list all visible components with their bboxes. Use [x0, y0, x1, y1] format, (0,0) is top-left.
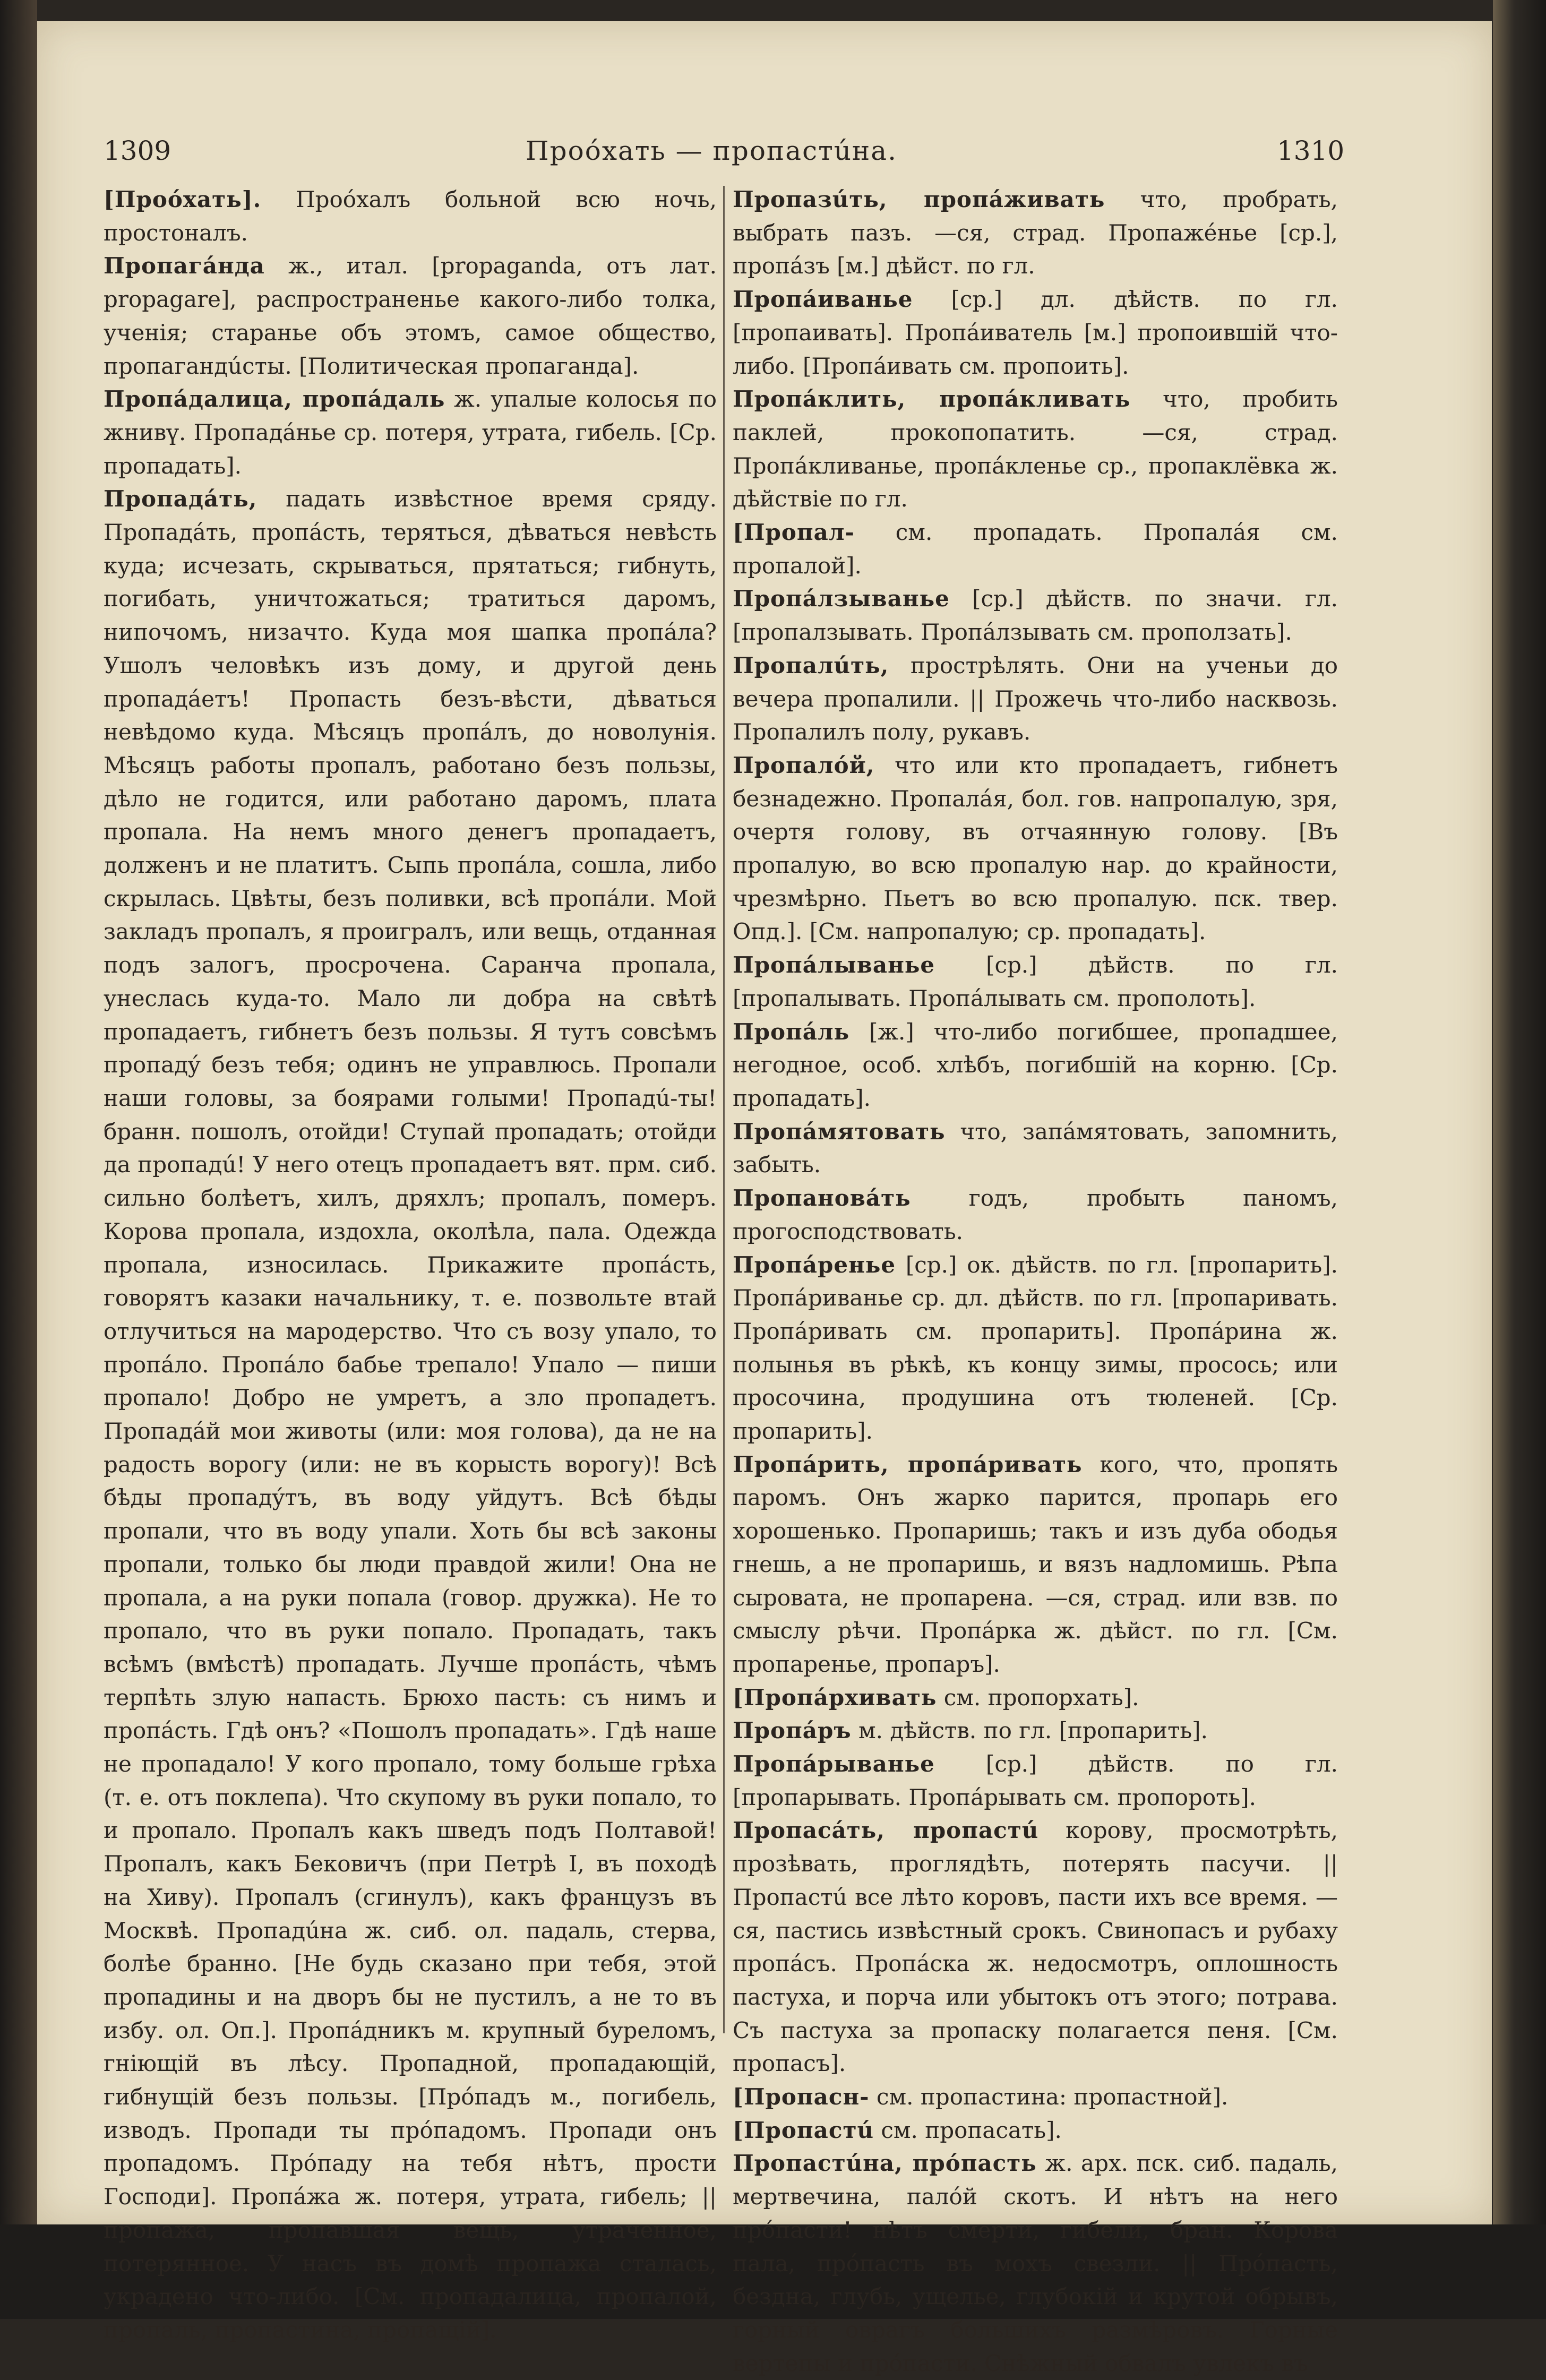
left-column: [104, 183, 717, 2347]
dictionary-entry: [733, 582, 1338, 649]
entry-headword: Пропáлыванье: [733, 952, 935, 978]
dictionary-entry: [104, 383, 717, 483]
dictionary-entry: [104, 183, 717, 250]
entry-headword: Пропагáнда: [104, 253, 265, 279]
entry-headword: Пропадáть,: [104, 486, 257, 512]
entry-definition: прострѣлять. Они на ученьи до вечера пропалили. || Прожечь что-либо насквозь. Пропалилъ полу, рукавъ.: [733, 652, 1338, 745]
dictionary-entry: [733, 1814, 1338, 2081]
entry-headword: Пропасáть, пропастú: [733, 1817, 1039, 1844]
dictionary-entry: [733, 2147, 1338, 2380]
entry-definition: что, пробить паклей, прокопопатить. —ся, страд. Пропáкливанье, пропáкленье ср., пропаклёвка ж. дѣйствіе по гл.: [733, 386, 1338, 512]
entry-definition: ж., итал. [propaganda, отъ лат. propagare], распространенье какого-либо толка, ученія; старанье объ этомъ, самое общество, пропагандúсты. [Политическая пропаганда].: [104, 253, 717, 379]
entry-headword: [Пропáрхивать: [733, 1684, 937, 1711]
entry-definition: что или кто пропадаетъ, гибнетъ безнадежно. Пропалáя, бол. гов. напропалую, зря, очертя голову, въ отчаянную голову. [Въ пропалую, во всю пропалую нар. до крайности, чрезмѣрно. Пьетъ во всю пропалую. пск. твер. Опд.]. [См. напропалую; ср. пропадать].: [733, 752, 1338, 945]
entry-headword: Пропáль: [733, 1018, 850, 1045]
entry-headword: [Пропастú: [733, 2117, 874, 2143]
entry-definition: [ср.] дѣйств. по значи. гл. [пропалзывать. Пропáлзывать см. проползать].: [733, 586, 1338, 646]
entry-headword: [Проóхать].: [104, 186, 262, 212]
dictionary-entry: [733, 2114, 1338, 2147]
entry-headword: Пропалóй,: [733, 752, 875, 778]
entry-headword: Пропáклить, пропáкливать: [733, 386, 1131, 413]
column-divider: [723, 186, 725, 2033]
page-edges: [1493, 0, 1546, 2319]
entry-definition: что, пробрать, выбрать пазъ. —ся, страд. Пропажéнье [ср.], пропáзъ [м.] дѣйст. по гл.: [733, 186, 1338, 279]
entry-headword: [Пропал-: [733, 519, 855, 546]
dictionary-entry: [733, 1448, 1338, 1681]
page-number-left: 1309: [104, 135, 171, 166]
entry-definition: ж. арх. пск. сиб. падаль, мертвечина, палóй скотъ. И нѣтъ на него прóпасти! нѣтъ смерти, гибели, бран. Корова пала, прóпасть въ мохъ свезли. || Прóпасть, бездна, глубь, ущелье, глубокій и крутой обрывъ, горный оврагъ большихъ размѣровъ. Горные вертепы и прóпасти. Снѣжный обвалъ увлекъ въ: [733, 2150, 1338, 2376]
entry-definition: Проóхалъ больной всю ночь, простоналъ.: [104, 186, 717, 246]
entry-headword: Пропастúна, прóпасть: [733, 2150, 1037, 2177]
entry-headword: Пропáмятовать: [733, 1118, 946, 1145]
dictionary-entry: [733, 1182, 1338, 1248]
dictionary-entry: [733, 1249, 1338, 1448]
entry-headword: Пропалúть,: [733, 652, 889, 678]
dictionary-entry: [733, 649, 1338, 749]
entry-headword: Пропáрыванье: [733, 1751, 935, 1777]
entry-headword: Пропáлзыванье: [733, 586, 950, 612]
entry-definition: корову, просмотрѣть, прозѣвать, проглядѣть, потерять пасучи. || Пропастú все лѣто коровъ, пасти ихъ все время. —ся, пастись извѣстный срокъ. Свинопасъ и рубаху пропáсъ. Пропáска ж. недосмотръ, оплошность пастуха, и порча или убытокъ отъ этого; потрава. Съ пастуха за пропаску полагается пеня. [См. пропасъ].: [733, 1817, 1338, 2077]
entry-definition: кого, что, пропять паромъ. Онъ жарко парится, пропарь его хорошенько. Пропаришь; такъ и изъ дуба ободья гнешь, а не пропаришь, и вязъ надломишь. Рѣпа сыровата, не пропарена. —ся, страд. или взв. по смыслу рѣчи. Пропáрка ж. дѣйст. по гл. [См. пропаренье, пропаръ].: [733, 1451, 1338, 1677]
entry-headword: Пропáиванье: [733, 286, 913, 313]
dictionary-entry: [733, 183, 1338, 283]
dictionary-entry: [733, 949, 1338, 1015]
entry-definition: [ж.] что-либо погибшее, пропадшее, негодное, особ. хлѣбъ, погибшій на корню. [Ср. пропадать].: [733, 1018, 1338, 1111]
dictionary-entry: [733, 283, 1338, 383]
entry-headword: Пропáренье: [733, 1251, 896, 1278]
entry-headword: Пропановáть: [733, 1185, 911, 1212]
entry-definition: что, запáмятовать, запомнить, забыть.: [733, 1118, 1338, 1178]
dictionary-entry: [733, 1748, 1338, 1814]
dictionary-entry: [104, 483, 717, 2347]
dictionary-entry: [733, 516, 1338, 582]
right-column: [733, 183, 1338, 2380]
entry-definition: падать извѣстное время сряду. Пропадáть, пропáсть, теряться, дѣваться невѣсть куда; исчезать, скрываться, прятаться; гибнуть, погибать, уничтожаться; тратиться даромъ, нипочомъ, низачто. Куда моя шапка пропáла? Ушолъ человѣкъ изъ дому, и другой день пропадáетъ! Пропасть безъ-вѣсти, дѣваться невѣдомо куда. Мѣсяцъ пропáлъ, до новолунія. Мѣсяцъ работы пропалъ, работано безъ пользы, дѣло не годится, или работано даромъ, плата пропала. На немъ много денегъ пропадаетъ, долженъ и не платитъ. Сыпь пропáла, сошла, либо скрылась. Цвѣты, безъ поливки, всѣ пропáли. Мой закладъ пропалъ, я проигралъ, или вещь, отданная подъ залогъ, просрочена. Саранча пропала, унеслась куда-то. Мало ли добра на свѣтѣ пропадаетъ, гибнетъ безъ пользы. Я тутъ совсѣмъ пропадý безъ тебя; одинъ не управлюсь. Пропали наши головы, за боярами голыми! Пропадú-ты! бранн. пошолъ, отойди! Ступай пропадать; отойди да пропадú! У него отецъ пропадаетъ вят. прм. сиб. сильно болѣетъ, хилъ, дряхлъ; пропалъ, померъ. Корова пропала, издохла, околѣла, пала. Одежда пропала, износилась. Прикажите пропáсть, говорятъ казаки начальнику, т. е. позвольте втай отлучиться на мародерство. Что съ возу упало, то пропáло. Пропáло бабье трепало! Упало — пиши пропало! Добро не умретъ, а зло пропадетъ. Пропадáй мои животы (или: моя голова), да не на радость ворогу (или: не въ корысть ворогу)! Всѣ бѣды пропадýтъ, въ воду уйдутъ. Всѣ бѣды пропали, что въ воду упали. Хоть бы всѣ законы пропали, только бы люди правдой жили! Она не пропала, а на руки попала (говор. дружка). Не то пропало, что въ руки попало. Пропадать, такъ всѣмъ (вмѣстѣ) пропадать. Лучше пропáсть, чѣмъ терпѣть злую напасть. Брюхо пасть: съ нимъ и пропáсть. Гдѣ онъ? «Пошолъ пропадать». Гдѣ наше не пропадало! У кого пропало, тому больше грѣха (т. е. отъ поклепа). Что скупому въ руки попало, то и пропало. Пропалъ какъ шведъ подъ Полтавой! Пропалъ, какъ Бековичъ (при Петрѣ I, въ походѣ на Хиву). Пропалъ (сгинулъ), какъ французъ въ Москвѣ. Пропадúна ж. сиб. ол. падаль, стерва, болѣе бранно. [Не будь сказано при тебя, этой пропадины и на дворъ бы не пустилъ, а не то въ избу. ол. Оп.]. Пропáдникъ м. крупный буреломъ, гніющій въ лѣсу. Пропадной, пропадающій, гибнущій безъ пользы. [Прóпадъ м., погибель, изводъ. Пропади ты прóпадомъ. Пропади онъ пропадомъ. Прóпаду на тебя нѣтъ, прости Господи]. Пропáжа ж. потеря, утрата, гибель; || пропажа, пропавшая вещь, утраченное, потерянное. У насъ въ домѣ пропажа сталась, украдено что-либо. [См. пропадалица, пропалой, пропаль, пропастина, пропащій].: [104, 486, 717, 2343]
entry-definition: см. пропадать. Пропалáя см. пропалой].: [733, 519, 1338, 579]
page-number-right: 1310: [1277, 135, 1345, 166]
dictionary-entry: [733, 749, 1338, 949]
dictionary-entry: [733, 1681, 1338, 1715]
entry-definition: ж. упалые колосья по жнивү. Пропадáнье ср. потеря, утрата, гибель. [Ср. пропадать].: [104, 386, 717, 479]
entry-headword: Пропáдалица, пропáдаль: [104, 386, 445, 413]
entry-definition: см. пропастина: пропастной].: [869, 2084, 1229, 2110]
entry-definition: см. пропорхать].: [937, 1684, 1139, 1711]
dictionary-entry: [104, 250, 717, 383]
entry-definition: годъ, пробыть паномъ, прогосподствовать.: [733, 1185, 1338, 1244]
entry-headword: Пропазúть, пропáживать: [733, 186, 1105, 212]
entry-headword: [Пропасн-: [733, 2084, 870, 2110]
entry-definition: [ср.] ок. дѣйств. по гл. [пропарить]. Пропáриванье ср. дл. дѣйств. по гл. [пропаривать. Пропáривать см. пропарить]. Пропáрина ж. полынья въ рѣкѣ, къ концу зимы, просось; или просочина, продушина отъ тюленей. [Ср. пропарить].: [733, 1251, 1338, 1445]
running-title: Проóхать — пропастúна.: [526, 135, 897, 166]
dictionary-entry: [733, 2081, 1338, 2114]
dictionary-entry: [733, 1115, 1338, 1182]
dictionary-entry: [733, 1016, 1338, 1115]
dictionary-entry: [733, 1714, 1338, 1748]
entry-definition: [ср.] дѣйств. по гл. [пропалывать. Пропáлывать см. прополоть].: [733, 952, 1338, 1011]
book-binding: [0, 0, 37, 2319]
entry-definition: [ср.] дѣйств. по гл. [пропарывать. Пропáрывать см. пропороть].: [733, 1751, 1338, 1810]
dictionary-entry: [733, 383, 1338, 516]
entry-headword: Пропáръ: [733, 1717, 852, 1744]
entry-definition: [ср.] дл. дѣйств. по гл. [пропаивать]. Пропáиватель [м.] пропоившій что-либо. [Пропáивать см. пропоить].: [733, 286, 1338, 379]
entry-definition: см. пропасать].: [874, 2117, 1062, 2143]
entry-definition: м. дѣйств. по гл. [пропарить].: [851, 1717, 1208, 1744]
entry-headword: Пропáрить, пропáривать: [733, 1451, 1083, 1477]
